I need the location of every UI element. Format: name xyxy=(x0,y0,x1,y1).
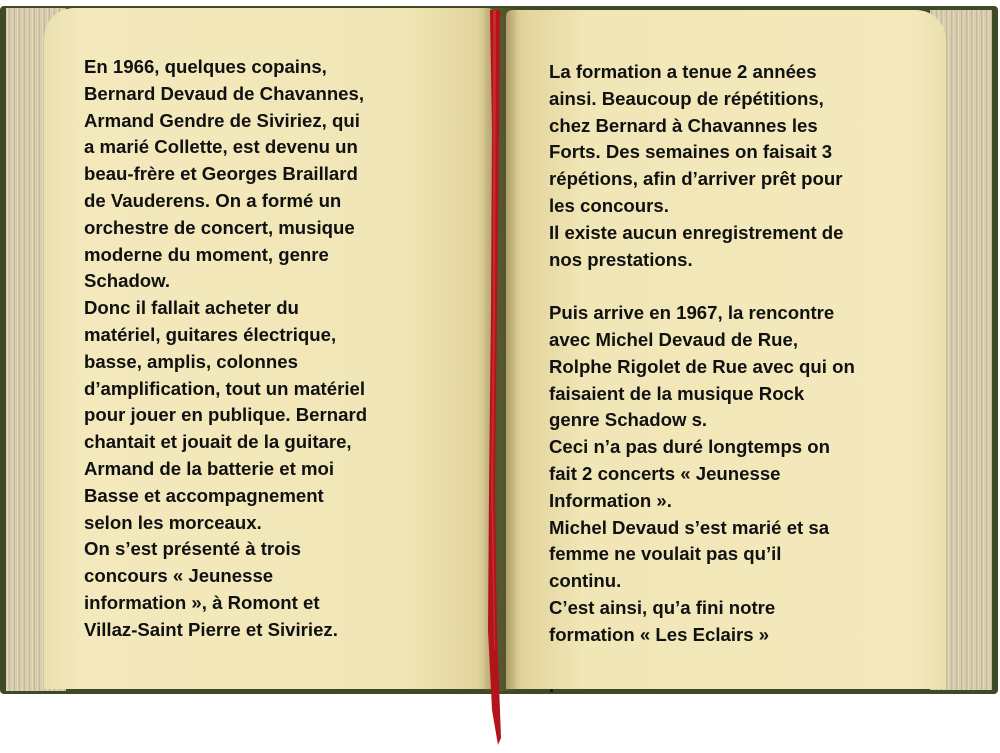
bookmark-ribbon xyxy=(484,10,506,745)
text-line: matériel, guitares électrique, xyxy=(84,323,337,345)
text-line: Puis arrive en 1967, la rencontre xyxy=(549,302,835,324)
right-page-text xyxy=(549,59,855,649)
text-line: C’est ainsi, qu’a fini notre xyxy=(549,596,776,618)
text-line: orchestre de concert, musique xyxy=(84,216,355,238)
text-line: d’amplification, tout un matériel xyxy=(84,377,365,399)
text-line: selon les morceaux. xyxy=(84,511,262,533)
text-line: Schadow. xyxy=(84,270,171,292)
text-line: Forts. Des semaines on faisait 3 xyxy=(549,141,833,163)
text-line: a marié Collette, est devenu un xyxy=(84,136,358,158)
text-line: faisaient de la musique Rock xyxy=(549,382,805,404)
left-page-text xyxy=(84,54,367,644)
text-line: Bernard Devaud de Chavannes, xyxy=(84,82,365,104)
text-line: La formation a tenue 2 années xyxy=(549,61,817,82)
text-line: femme ne voulait pas qu’il xyxy=(549,543,782,565)
text-line: Villaz-Saint Pierre et Siviriez. xyxy=(84,618,338,640)
text-line: basse, amplis, colonnes xyxy=(84,350,298,372)
text-line: Information ». xyxy=(549,489,672,511)
text-line: répétions, afin d’arriver prêt pour xyxy=(549,168,843,190)
text-line xyxy=(549,273,855,300)
text-line: de Vauderens. On a formé un xyxy=(84,189,342,211)
text-line: beau-frère et Georges Braillard xyxy=(84,163,358,185)
text-line: les concours. xyxy=(549,194,669,216)
text-line: formation « Les Eclairs » xyxy=(549,623,770,645)
text-line: Il existe aucun enregistrement de xyxy=(549,221,844,243)
text-line: Rolphe Rigolet de Rue avec qui on xyxy=(549,355,855,377)
text-line: chez Bernard à Chavannes les xyxy=(549,114,818,136)
text-line: On s’est présenté à trois xyxy=(84,538,302,560)
text-line: Ceci n’a pas duré longtemps on xyxy=(549,436,831,458)
text-line: moderne du moment, genre xyxy=(84,243,329,265)
text-line: avec Michel Devaud de Rue, xyxy=(549,328,799,350)
text-line: Basse et accompagnement xyxy=(84,484,324,506)
text-line: genre Schadow s. xyxy=(549,409,708,431)
text-line: continu. xyxy=(549,570,622,592)
text-line: information », à Romont et xyxy=(84,591,320,613)
text-line: En 1966, quelques copains, xyxy=(84,56,327,77)
text-line: ainsi. Beaucoup de répétitions, xyxy=(549,87,824,109)
text-line: Michel Devaud s’est marié et sa xyxy=(549,516,830,538)
text-line: concours « Jeunesse xyxy=(84,565,274,587)
text-line: nos prestations. xyxy=(549,248,693,270)
text-line: fait 2 concerts « Jeunesse xyxy=(549,462,781,484)
text-line: chantait et jouait de la guitare, xyxy=(84,431,352,453)
text-line: Donc il fallait acheter du xyxy=(84,297,299,319)
trailing-dot: . xyxy=(549,676,555,696)
text-line: Armand de la batterie et moi xyxy=(84,457,335,479)
text-line: Armand Gendre de Siviriez, qui xyxy=(84,109,360,131)
text-line: pour jouer en publique. Bernard xyxy=(84,404,368,426)
